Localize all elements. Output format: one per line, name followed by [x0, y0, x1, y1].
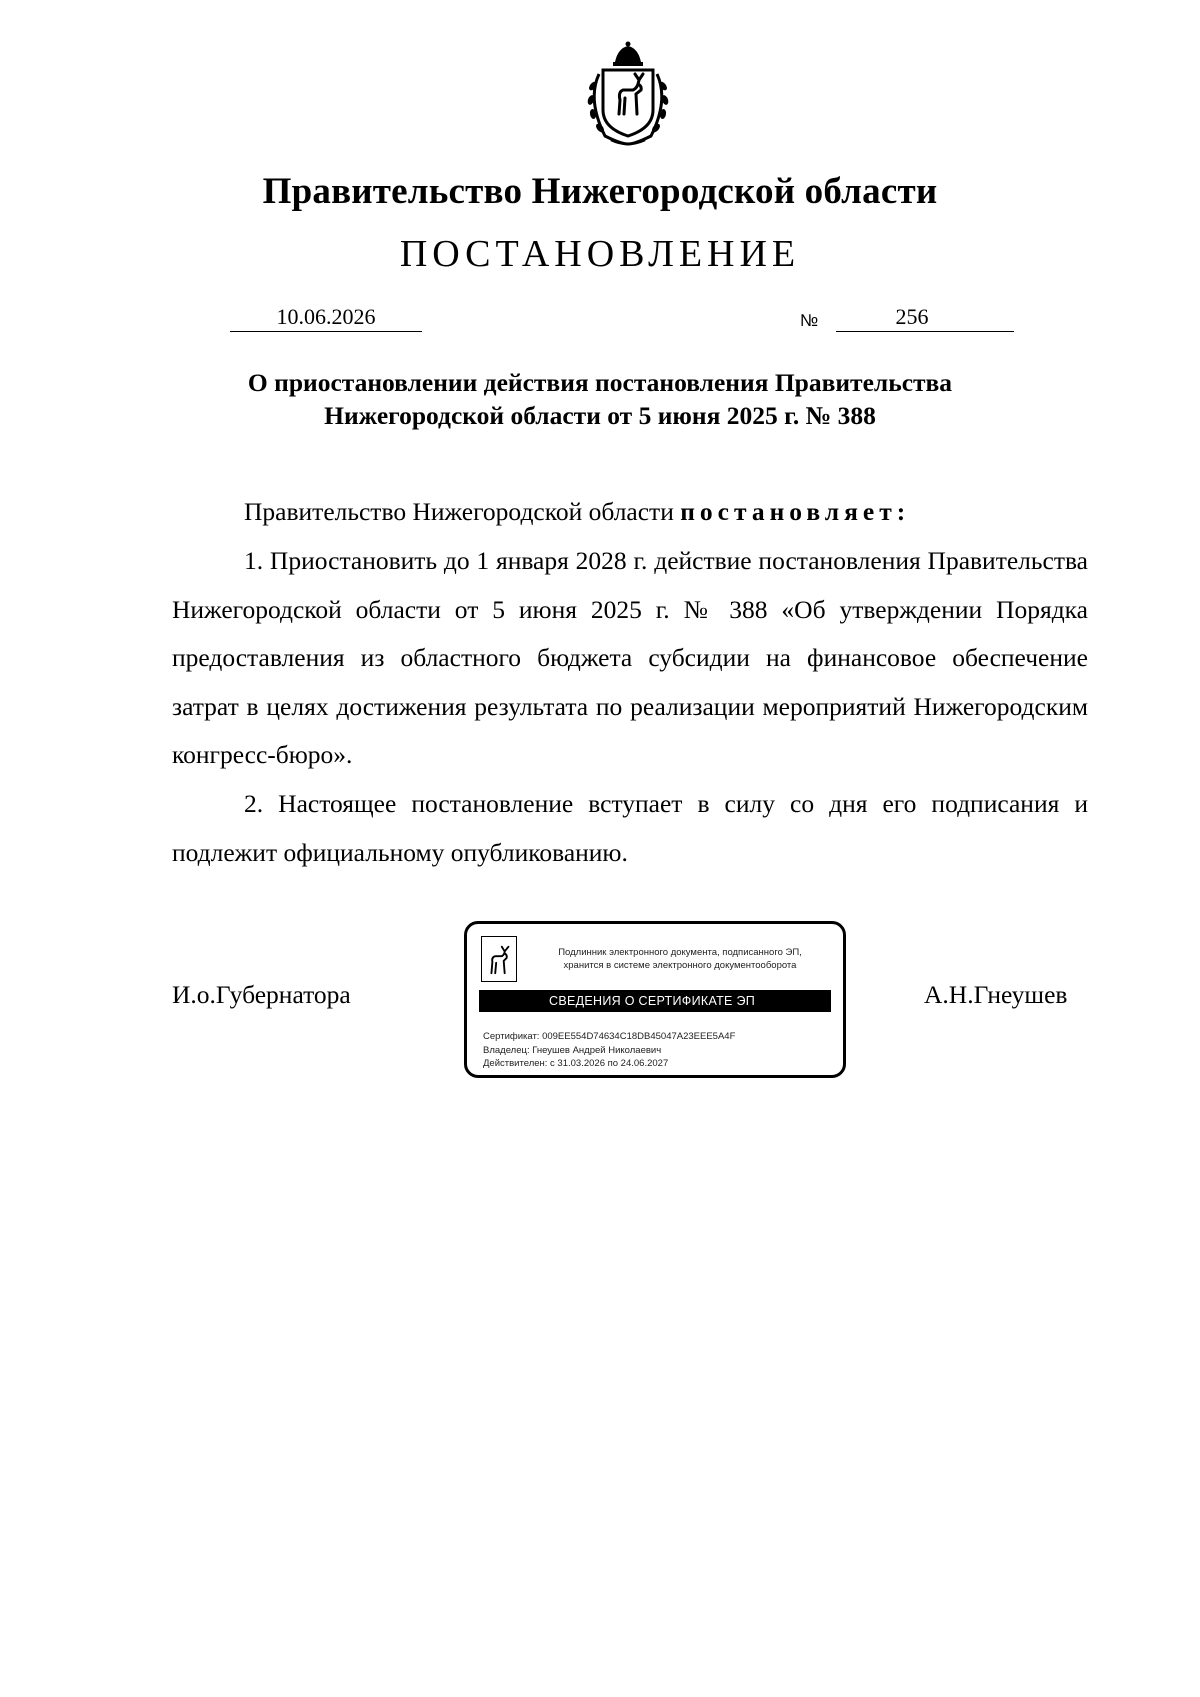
- coat-of-arms-icon: [481, 936, 517, 982]
- paragraph-1: 1. Приостановить до 1 января 2028 г. действие постановления Правительства Нижегородской области от 5 июня 2025 г. № 388 «Об утверждении Порядка предоставления из областного бюджета субсидии на финансовое обеспечение затрат в целях достижения результата по реализации мероприятий Нижегородским конгресс-бюро».: [172, 546, 1088, 769]
- coat-of-arms-icon: [573, 40, 683, 148]
- signatory-role: И.о.Губернатора: [172, 980, 351, 1009]
- certificate-details: [483, 1030, 735, 1071]
- document-date: 10.06.2026: [230, 303, 422, 332]
- preamble-verb: постановляет:: [680, 497, 911, 526]
- number-sign: №: [800, 311, 819, 330]
- document-number: 256: [895, 304, 929, 329]
- signatory-name: А.Н.Гнеушев: [924, 980, 1068, 1009]
- certificate-owner: Владелец: Гнеушев Андрей Николаевич: [483, 1044, 662, 1056]
- stamp-note-line: хранится в системе электронного документооборота: [563, 960, 797, 971]
- certificate-validity: Действителен: с 31.03.2026 по 24.06.2027: [483, 1058, 669, 1069]
- subject-line: Нижегородской области от 5 июня 2025 г. № 388: [324, 401, 876, 430]
- stamp-note-line: Подлинник электронного документа, подписанного ЭП,: [558, 947, 802, 958]
- paragraph-2: 2. Настоящее постановление вступает в силу со дня его подписания и подлежит официальному опубликованию.: [172, 789, 1088, 867]
- preamble: [172, 488, 1088, 537]
- subject-line: О приостановлении действия постановления Правительства: [247, 368, 953, 397]
- certificate-heading: СВЕДЕНИЯ О СЕРТИФИКАТЕ ЭП: [479, 990, 831, 1012]
- document-type: ПОСТАНОВЛЕНИЕ: [399, 233, 801, 275]
- government-title: Правительство Нижегородской области: [262, 171, 938, 212]
- document-number-field: [836, 303, 1014, 332]
- electronic-signature-stamp: [464, 921, 846, 1078]
- certificate-id: Сертификат: 009EE554D74634C18DB45047A23EEE5A4F: [483, 1031, 736, 1042]
- document-subject: [172, 366, 1028, 432]
- stamp-note: [529, 946, 831, 972]
- preamble-text: Правительство Нижегородской области: [244, 497, 681, 526]
